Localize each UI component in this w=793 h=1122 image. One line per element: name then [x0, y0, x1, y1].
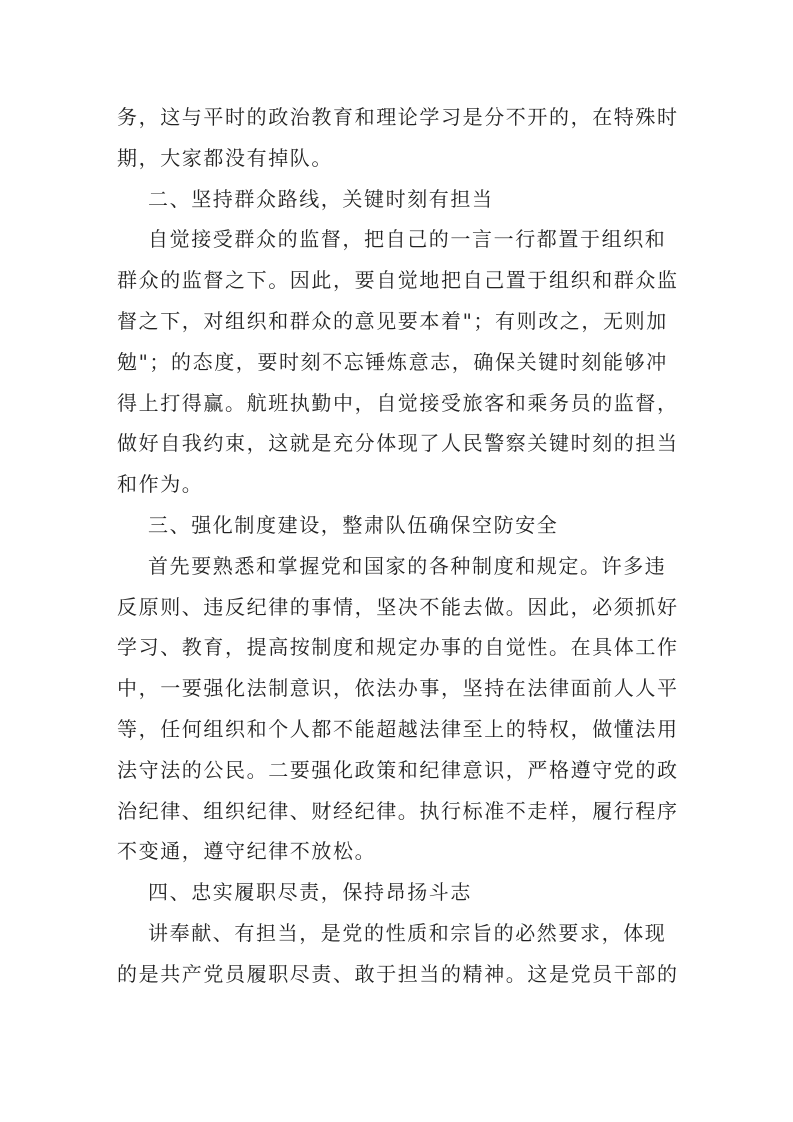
section-heading-4 — [117, 872, 687, 913]
text-line: 做好自我约束，这就是充分体现了人民警察关键时刻的担当 — [117, 431, 679, 456]
section-heading-3 — [117, 505, 687, 546]
text-line: 期，大家都没有掉队。 — [117, 145, 333, 170]
text-line: 自觉接受群众的监督，把自己的一言一行都置于组织和 — [148, 227, 667, 252]
heading-text: 三、强化制度建设，整肃队伍确保空防安全 — [148, 512, 559, 537]
text-line: 治纪律、组织纪律、财经纪律。执行标准不走样，履行程序 — [117, 798, 679, 823]
text-line: 讲奉献、有担当，是党的性质和宗旨的必然要求，体现 — [148, 920, 667, 945]
text-line: 学习、教育，提高按制度和规定办事的自觉性。在具体工作 — [117, 635, 679, 660]
paragraph-continuation — [117, 97, 687, 179]
text-line: 和作为。 — [117, 472, 204, 497]
text-line: 中，一要强化法制意识，依法办事，坚持在法律面前人人平 — [117, 676, 679, 701]
paragraph-dedication — [117, 913, 687, 995]
text-line: 法守法的公民。二要强化政策和纪律意识，严格遵守党的政 — [117, 757, 679, 782]
heading-text: 四、忠实履职尽责，保持昂扬斗志 — [148, 880, 472, 905]
text-line: 群众的监督之下。因此，要自觉地把自己置于组织和群众监 — [117, 268, 679, 293]
text-line: 务，这与平时的政治教育和理论学习是分不开的，在特殊时 — [117, 105, 679, 129]
text-line: 得上打得赢。航班执勤中，自觉接受旅客和乘务员的监督， — [117, 390, 679, 415]
text-line: 勉"；的态度，要时刻不忘锤炼意志，确保关键时刻能够冲 — [117, 349, 668, 374]
text-line: 的是共产党员履职尽责、敢于担当的精神。这是党员干部的 — [117, 961, 679, 986]
text-line: 首先要熟悉和掌握党和国家的各种制度和规定。许多违 — [148, 553, 667, 578]
text-line: 等，任何组织和个人都不能超越法律至上的特权，做懂法用 — [117, 716, 679, 741]
heading-text: 二、坚持群众路线，关键时刻有担当 — [148, 186, 494, 211]
text-line: 督之下，对组织和群众的意见要本着"；有则改之，无则加 — [117, 308, 668, 333]
paragraph-system-building — [117, 546, 687, 872]
text-line: 不变通，遵守纪律不放松。 — [117, 839, 377, 864]
paragraph-mass-line — [117, 219, 687, 505]
text-line: 反原则、违反纪律的事情，坚决不能去做。因此，必须抓好 — [117, 594, 679, 619]
section-heading-2 — [117, 179, 687, 220]
document-body — [117, 97, 687, 995]
